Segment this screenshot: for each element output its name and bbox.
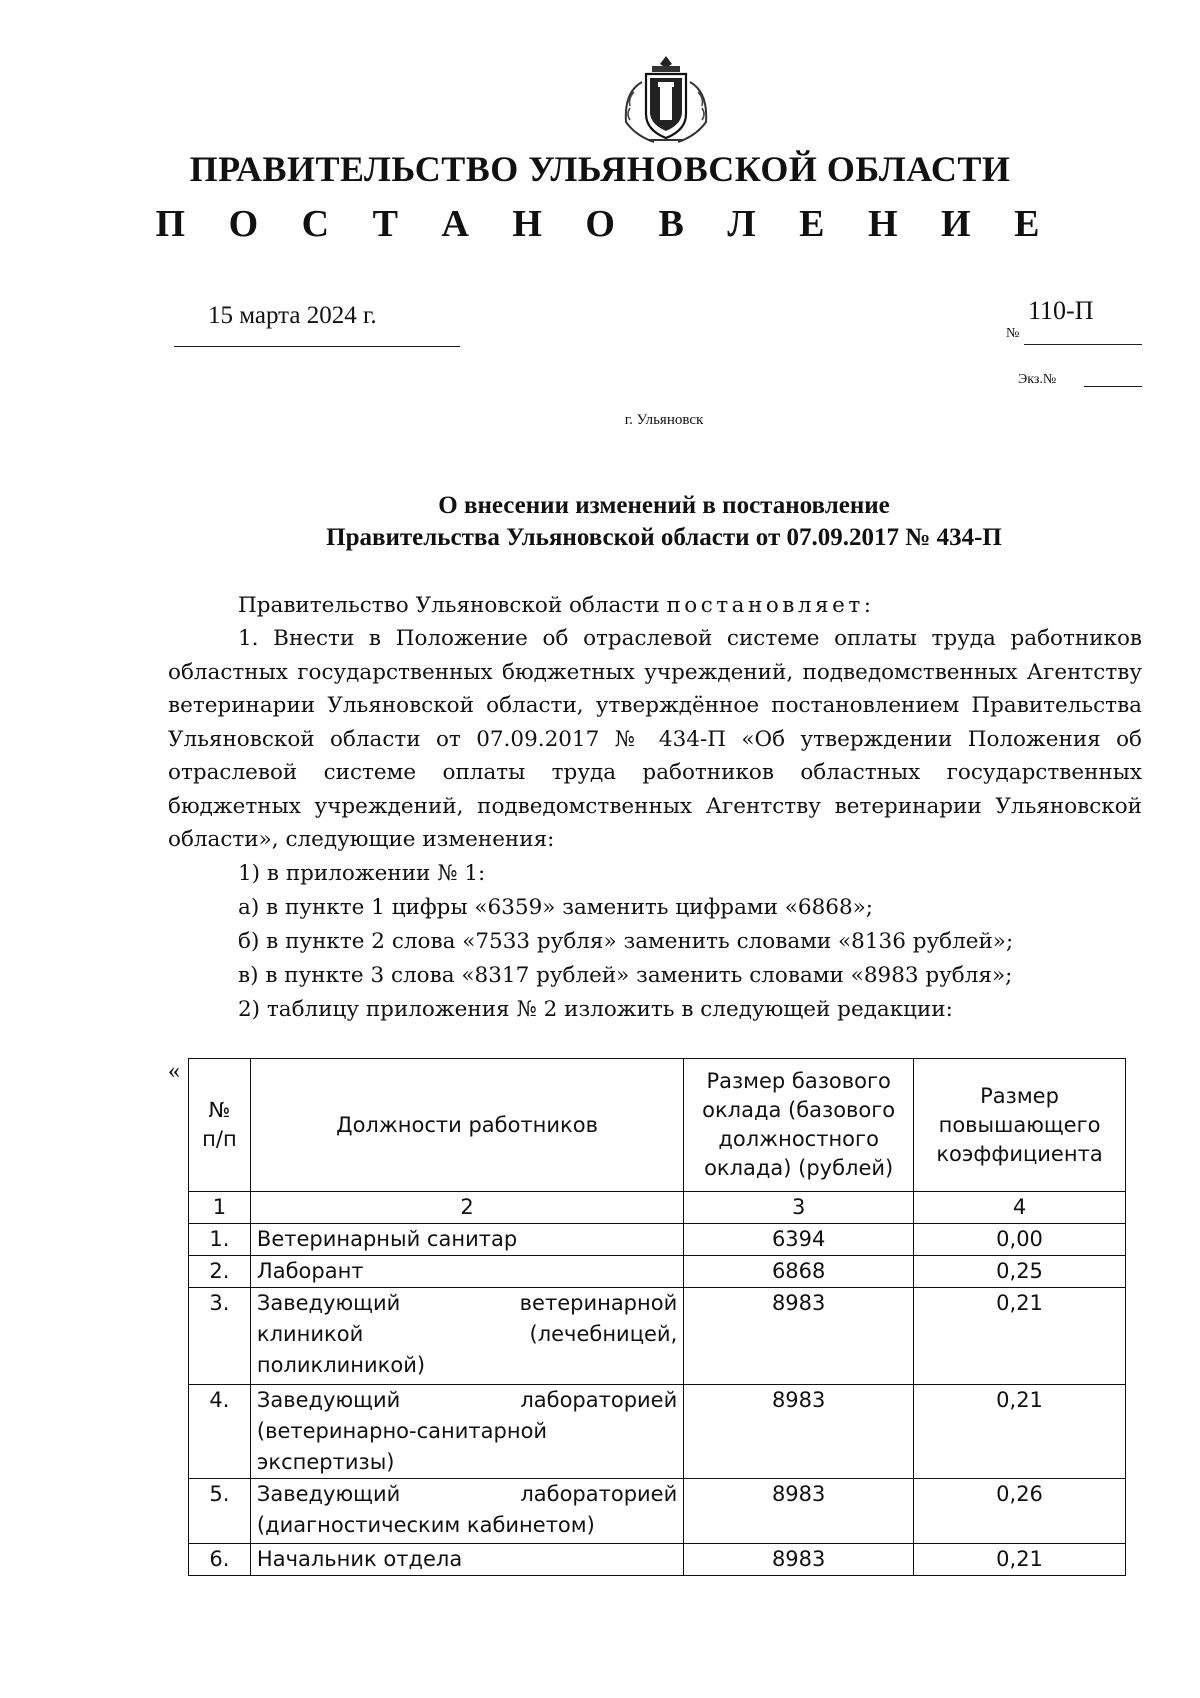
row-position: Заведующий ветеринарной клиникой (лечебницей, поликлиникой) <box>250 1288 683 1385</box>
row-salary: 8983 <box>684 1544 914 1576</box>
table-open-quote: « <box>168 1058 180 1084</box>
header-number: № п/п <box>189 1059 251 1192</box>
subitem-b: б) в пункте 2 слова «7533 рубля» заменить словами «8136 рублей»; <box>238 929 1014 954</box>
row-coefficient: 0,26 <box>914 1479 1126 1544</box>
column-number: 2 <box>250 1192 683 1224</box>
document-date: 15 марта 2024 г. <box>208 302 377 329</box>
document-subject <box>0 490 1200 554</box>
preamble-lead: Правительство Ульяновской области <box>238 593 667 618</box>
table-row <box>189 1256 1126 1288</box>
subject-line-2: Правительства Ульяновской области от 07.09.2017 № 434-П <box>326 524 1002 551</box>
subitem-a: а) в пункте 1 цифры «6359» заменить цифрами «6868»; <box>238 895 874 920</box>
header-coefficient: Размер повышающего коэффициента <box>914 1059 1126 1192</box>
row-number: 1. <box>189 1224 251 1256</box>
column-number: 3 <box>684 1192 914 1224</box>
document-number: 110-П <box>1028 296 1094 325</box>
row-coefficient: 0,21 <box>914 1288 1126 1385</box>
table-row <box>189 1385 1126 1479</box>
row-position: Лаборант <box>250 1256 683 1288</box>
column-number: 1 <box>189 1192 251 1224</box>
column-number: 4 <box>914 1192 1126 1224</box>
date-underline <box>174 346 460 347</box>
row-coefficient: 0,25 <box>914 1256 1126 1288</box>
city-name: г. Ульяновск <box>624 412 704 428</box>
header-position: Должности работников <box>250 1059 683 1192</box>
item-1-paragraph: 1. Внести в Положение об отраслевой системе оплаты труда работников областных государственных бюджетных учреждений, подведомственных Агентству ветеринарии Ульяновской области, утверждённое постановлением Правительства Ульяновской области от 07.09.2017 № 434-П «Об утверждении Положения об отраслевой системе оплаты труда работников областных государственных бюджетных учреждений, подведомственных Агентству ветеринарии Ульяновской области», следующие изменения: <box>168 626 1142 852</box>
row-position: Заведующий лабораторией (диагностическим кабинетом) <box>250 1479 683 1544</box>
salary-table <box>188 1058 1126 1576</box>
row-number: 3. <box>189 1288 251 1385</box>
table-row <box>189 1544 1126 1576</box>
row-position: Начальник отдела <box>250 1544 683 1576</box>
preamble-verb: постановляет <box>666 593 864 618</box>
table-row <box>189 1288 1126 1385</box>
table-header-row <box>189 1059 1126 1192</box>
row-number: 2. <box>189 1256 251 1288</box>
preamble <box>238 589 871 623</box>
government-name: ПРАВИТЕЛЬСТВО УЛЬЯНОВСКОЙ ОБЛАСТИ <box>189 149 1011 189</box>
row-salary: 8983 <box>684 1288 914 1385</box>
subitem-c: в) в пункте 3 слова «8317 рублей» заменить словами «8983 рубля»; <box>238 963 1013 988</box>
row-position: Ветеринарный санитар <box>250 1224 683 1256</box>
subitem-2: 2) таблицу приложения № 2 изложить в следующей редакции: <box>238 997 953 1022</box>
copy-number-label: Экз.№ <box>1018 372 1057 387</box>
table-column-numbers-row <box>189 1192 1126 1224</box>
coat-of-arms-icon <box>612 52 720 148</box>
row-salary: 8983 <box>684 1479 914 1544</box>
number-underline <box>1024 344 1142 345</box>
document-type-title: П О С Т А Н О В Л Е Н И Е <box>155 203 1057 245</box>
copy-number-underline <box>1084 386 1142 387</box>
row-number: 4. <box>189 1385 251 1479</box>
row-number: 5. <box>189 1479 251 1544</box>
row-coefficient: 0,21 <box>914 1385 1126 1479</box>
number-label: № <box>1006 326 1020 341</box>
row-number: 6. <box>189 1544 251 1576</box>
header-base-salary: Размер базового оклада (базового должностного оклада) (рублей) <box>684 1059 914 1192</box>
row-salary: 6394 <box>684 1224 914 1256</box>
row-salary: 6868 <box>684 1256 914 1288</box>
row-coefficient: 0,21 <box>914 1544 1126 1576</box>
row-position: Заведующий лабораторией (ветеринарно-санитарной экспертизы) <box>250 1385 683 1479</box>
table-row <box>189 1479 1126 1544</box>
table-row <box>189 1224 1126 1256</box>
subitem-1: 1) в приложении № 1: <box>238 861 486 886</box>
row-salary: 8983 <box>684 1385 914 1479</box>
preamble-end: : <box>863 593 871 618</box>
row-coefficient: 0,00 <box>914 1224 1126 1256</box>
subject-line-1: О внесении изменений в постановление <box>438 492 890 519</box>
